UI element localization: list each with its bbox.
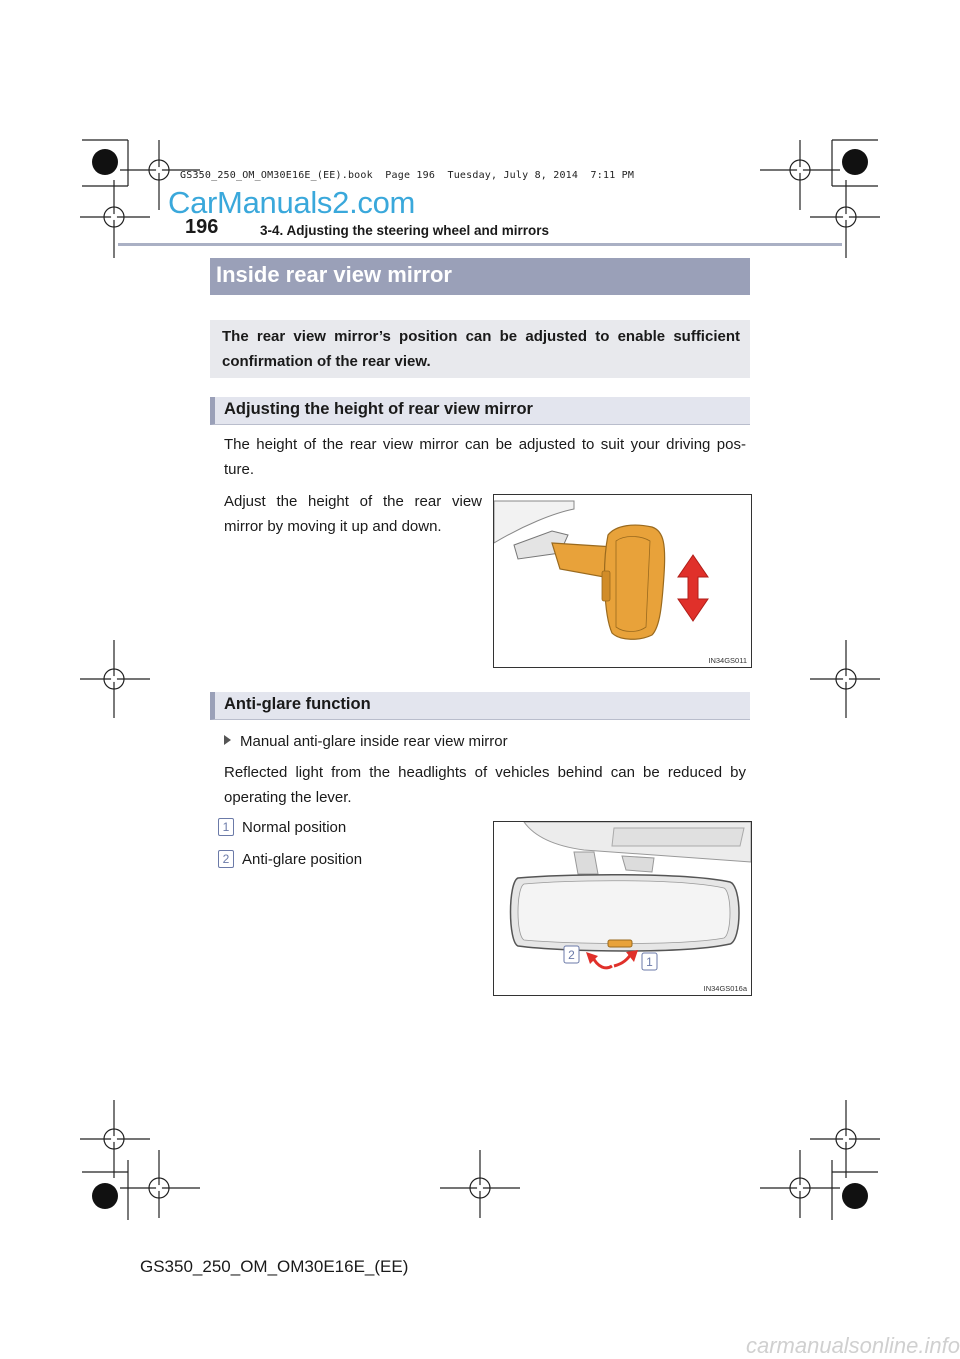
height-para-2: Adjust the height of the rear view mirror by moving it up and down. xyxy=(224,493,482,535)
bullet-triangle-icon xyxy=(224,735,231,745)
list-item-label: Anti-glare position xyxy=(242,851,363,868)
print-info: GS350_250_OM_OM30E16E_(EE).book Page 196 Tuesday, July 8, 2014 7:11 PM xyxy=(180,170,635,181)
antiglare-section-heading-bar xyxy=(210,692,750,720)
antiglare-bullet-text: Manual anti-glare inside rear view mirror xyxy=(240,733,508,750)
watermark-logo: CarManuals2.com xyxy=(168,185,416,220)
height-para-1: The height of the rear view mirror can be adjusted to suit your driving pos- ture. xyxy=(224,436,746,478)
page-number: 196 xyxy=(185,216,219,238)
page-title: Inside rear view mirror xyxy=(216,262,452,287)
antiglare-bullet xyxy=(224,729,508,754)
page-title-bar xyxy=(210,258,750,295)
antiglare-figure xyxy=(493,821,752,996)
antiglare-section-heading: Anti-glare function xyxy=(224,695,371,713)
height-section-heading-bar xyxy=(210,397,750,425)
antiglare-para: Reflected light from the headlights of vehicles behind can be reduced by operating the lever. xyxy=(224,764,746,806)
figure-code: IN34GS016a xyxy=(703,984,747,993)
intro-text: The rear view mirror’s position can be adjusted to enable sufficient confirmation of the rear view. xyxy=(222,328,740,370)
footer-doc-id: GS350_250_OM_OM30E16E_(EE) xyxy=(140,1257,409,1276)
intro-box xyxy=(210,320,750,378)
figure-code: IN34GS011 xyxy=(708,656,747,665)
footer-watermark: carmanualsonline.info xyxy=(745,1333,960,1358)
mirror-height-figure xyxy=(493,494,752,668)
callout-badge: 1 xyxy=(218,818,234,836)
list-item-label: Normal position xyxy=(242,819,347,836)
antiglare-illustration xyxy=(494,822,751,995)
height-section-heading: Adjusting the height of rear view mirror xyxy=(224,400,533,418)
callout-badge: 2 xyxy=(218,850,234,868)
figure-callout-1: 1 xyxy=(646,955,653,969)
list-item xyxy=(218,850,362,870)
mirror-height-illustration xyxy=(494,495,751,667)
section-title: 3-4. Adjusting the steering wheel and mirrors xyxy=(260,223,550,238)
header-divider xyxy=(118,243,842,246)
figure-callout-2: 2 xyxy=(568,948,575,962)
list-item xyxy=(218,818,346,838)
